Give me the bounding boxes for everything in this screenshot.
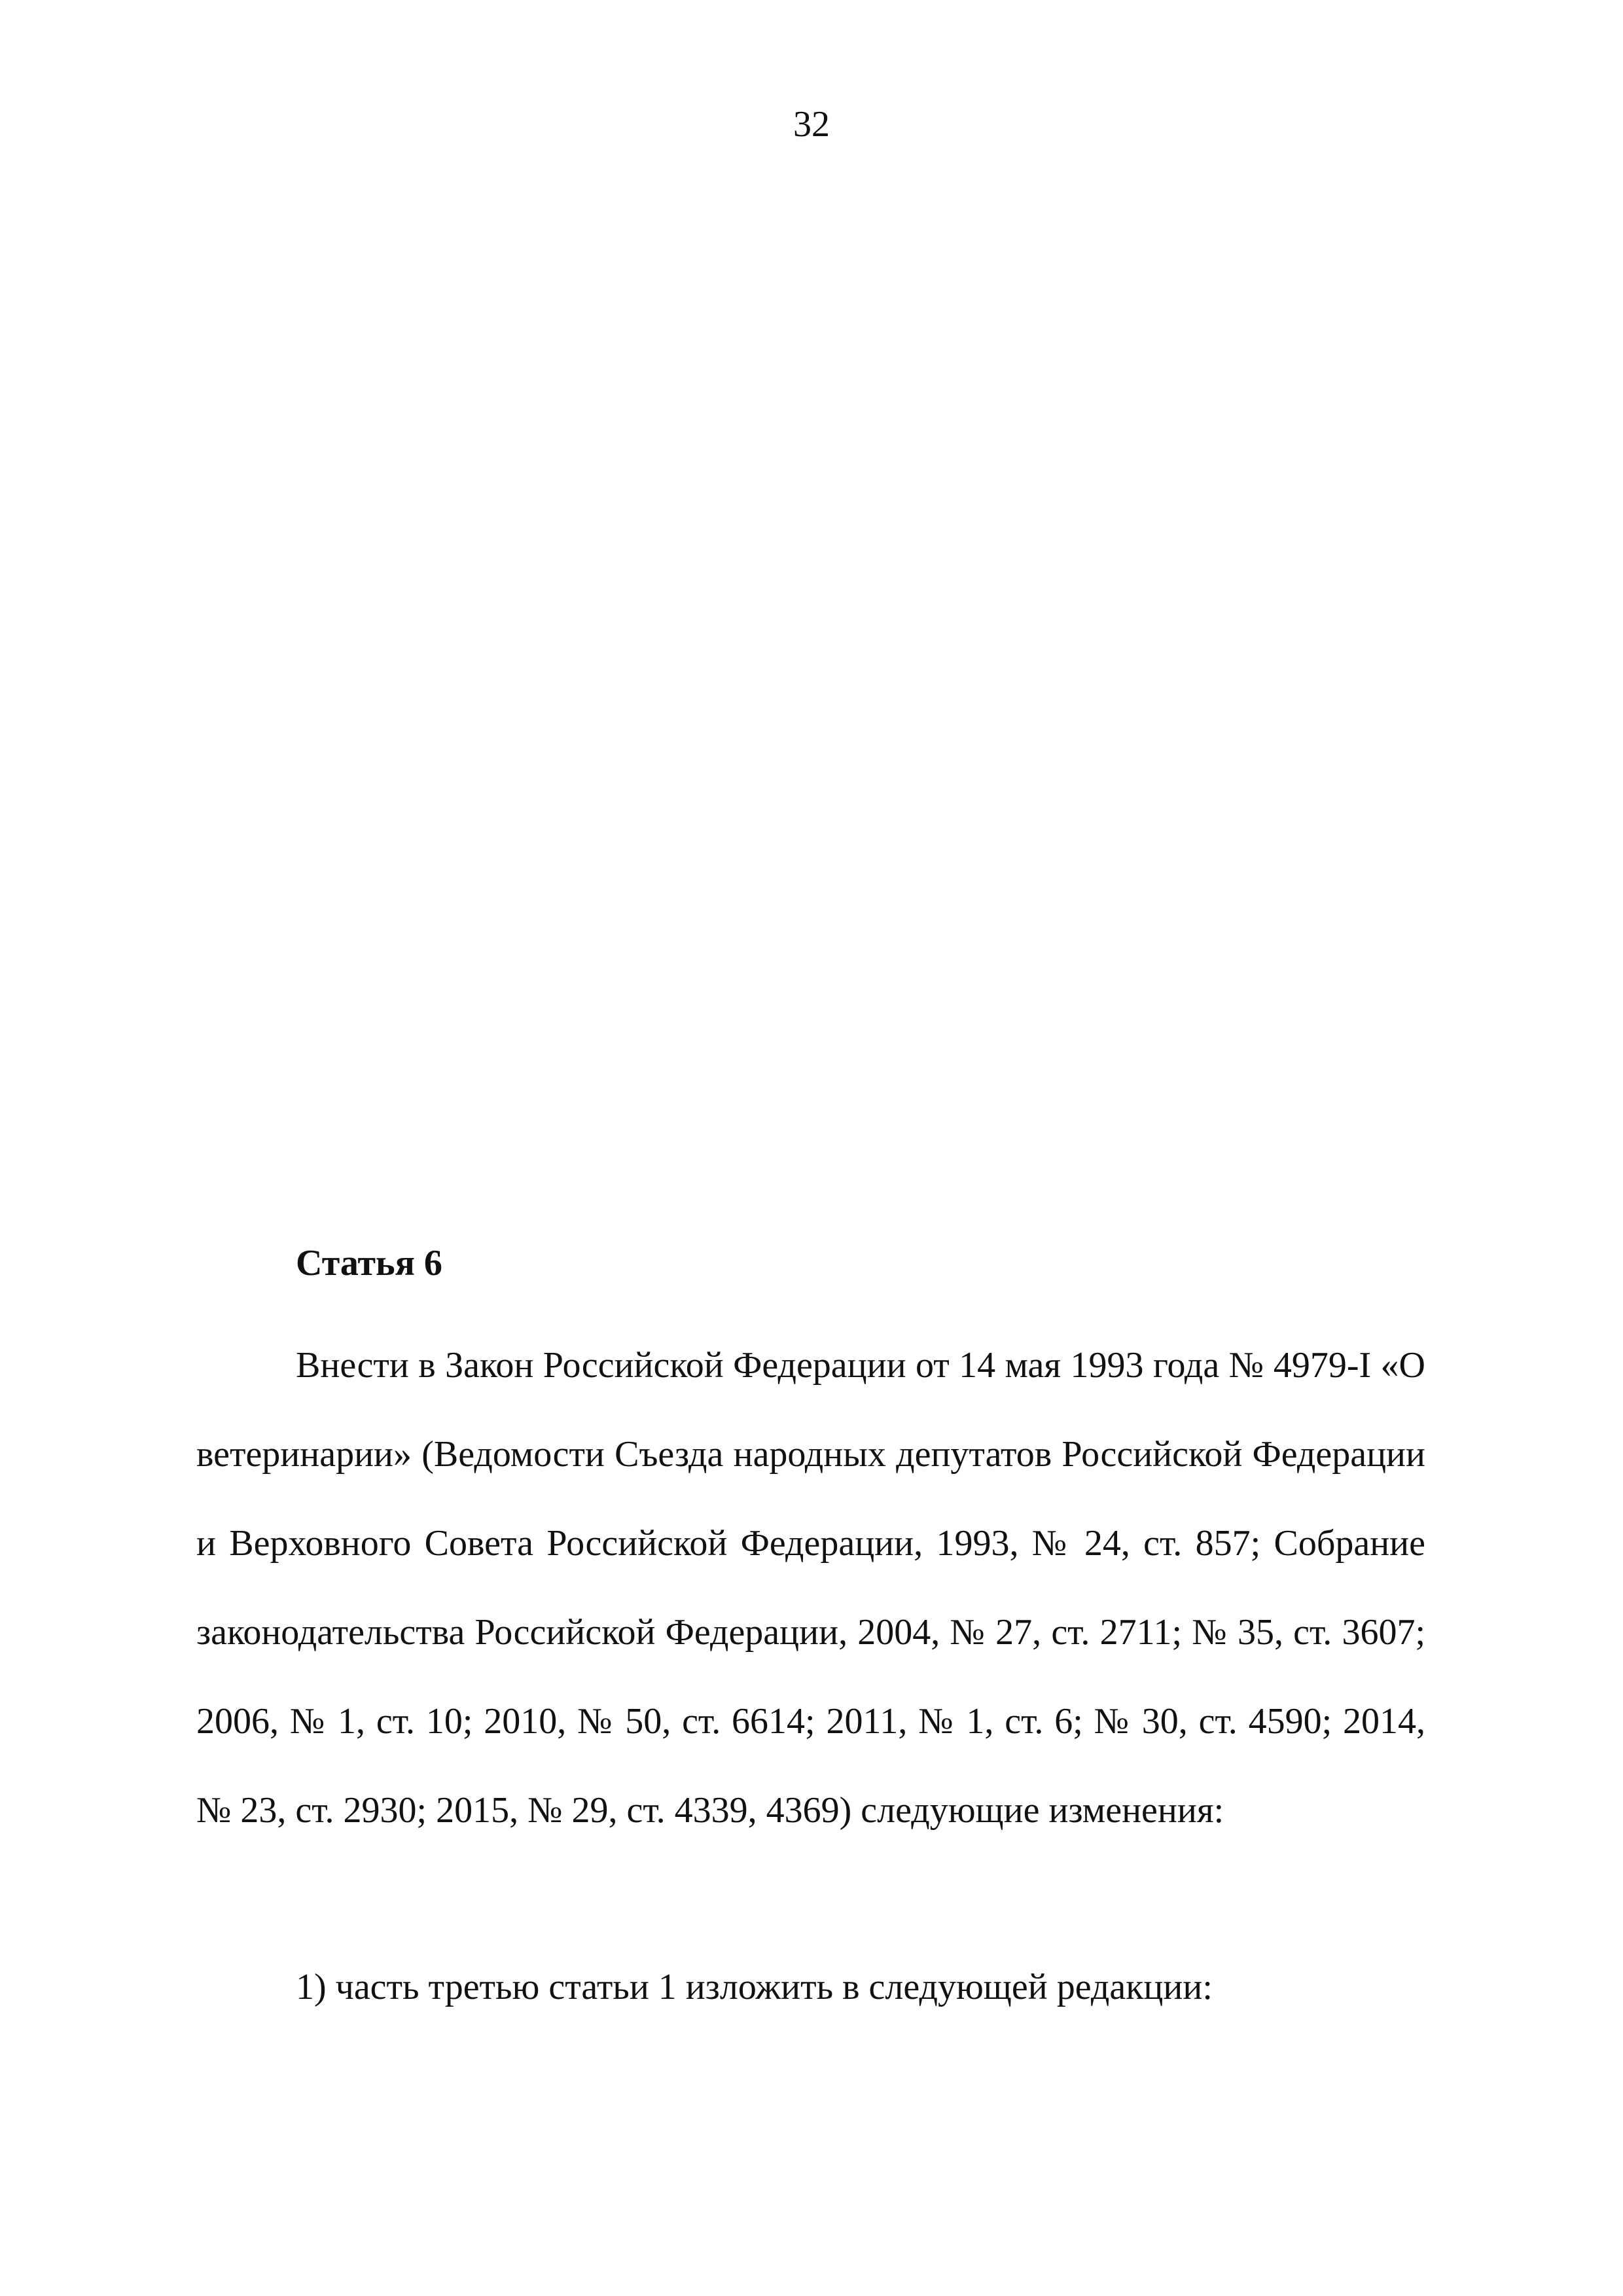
page-number: 32	[793, 104, 830, 145]
article-intro-paragraph: Внести в Закон Российской Федерации от 14 мая 1993 года № 4979-I «О ветеринарии» (Ведомости Съезда народных депутатов Российской Федерации и Верховного Совета Российской Федерации, 1993, № 24, ст. 857; Собрание законодательства Российской Федерации, 2004, № 27, ст. 2711; № 35, ст. 3607; 2006, № 1, ст. 10; 2010, № 50, ст. 6614; 2011, № 1, ст. 6; № 30, ст. 4590; 2014, № 23, ст. 2930; 2015, № 29, ст. 4339, 4369) следующие изменения:	[196, 1345, 1425, 1831]
article-heading: Статья 6	[296, 1243, 442, 1283]
amendment-item-1: 1) часть третью статьи 1 изложить в следующей редакции:	[296, 1967, 1213, 2007]
